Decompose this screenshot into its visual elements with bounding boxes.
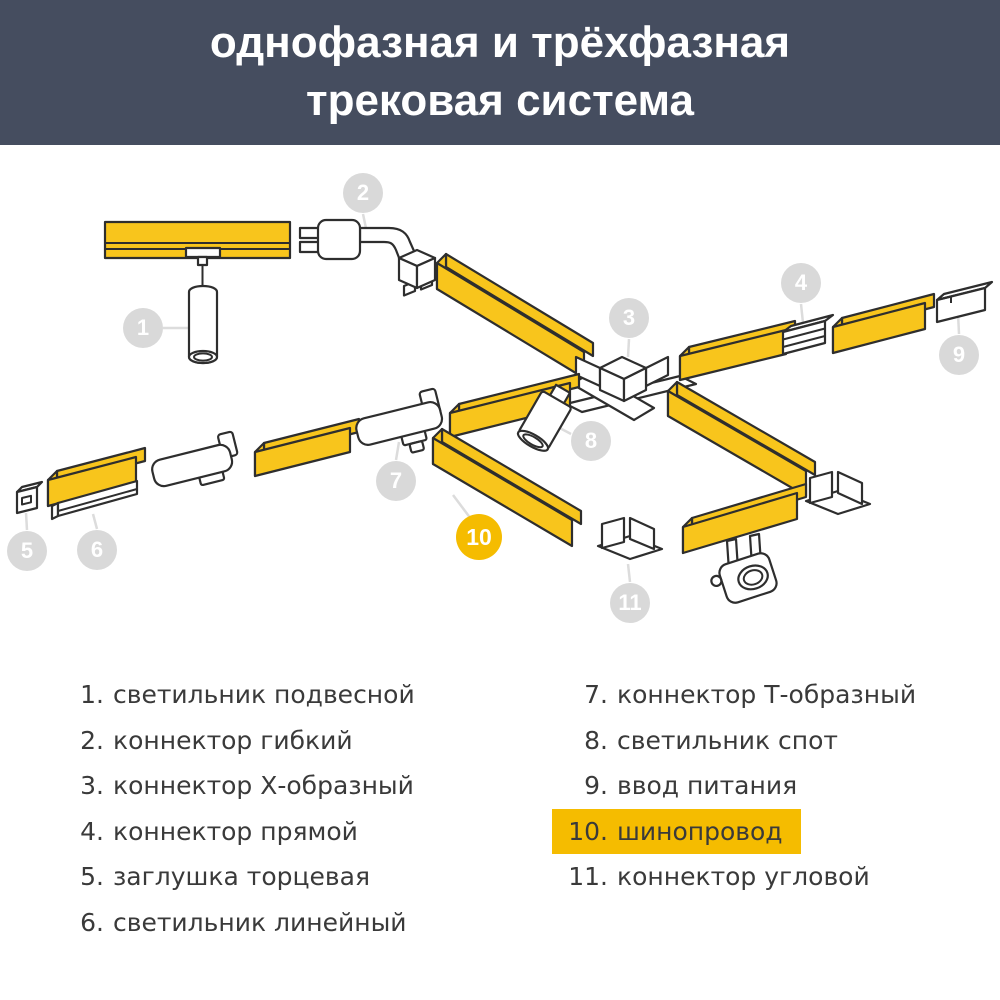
legend-item-4	[64, 809, 376, 855]
legend-item-5	[64, 854, 388, 900]
pendant-light-illustration	[189, 286, 217, 363]
legend-item-label: коннектор угловой	[617, 862, 870, 892]
part-badge-3: 3	[609, 298, 649, 338]
legend-item-label: коннектор гибкий	[113, 725, 353, 755]
legend-item-label: коннектор прямой	[113, 816, 358, 846]
legend-item-label: коннектор Х-образный	[113, 771, 414, 801]
diagram-canvas	[0, 145, 1000, 650]
part-badge-11: 11	[610, 583, 650, 623]
header-banner	[0, 0, 1000, 145]
legend-item-label: заглушка торцевая	[113, 862, 370, 892]
legend-column-left	[64, 672, 433, 945]
legend-item-label: светильник линейный	[113, 907, 407, 937]
title-line-2: трековая система	[306, 76, 694, 125]
track-segment-ne-2	[833, 294, 934, 353]
legend-item-number: 11.	[568, 862, 608, 892]
pendant-track-illustration	[105, 222, 290, 288]
spot-fixture-illustration	[708, 534, 779, 608]
legend-column-right	[552, 672, 934, 900]
legend-item-label: шинопровод	[617, 816, 783, 846]
legend-item-number: 4.	[80, 816, 104, 846]
track-segment-bottom	[683, 484, 806, 553]
legend-item-10-highlighted	[552, 809, 801, 855]
track-segment-left	[255, 419, 359, 476]
legend-item-8	[552, 718, 856, 764]
end-cap-illustration	[17, 482, 42, 513]
legend-item-number: 3.	[80, 771, 104, 801]
track-segment-ne-1	[680, 321, 795, 380]
legend-item-2	[64, 718, 371, 764]
part-badge-9: 9	[939, 335, 979, 375]
legend-item-3	[64, 763, 432, 809]
track-segment-nw	[437, 254, 593, 378]
straight-connector-illustration	[783, 315, 833, 354]
legend-item-number: 2.	[80, 725, 104, 755]
legend-item-number: 6.	[80, 907, 104, 937]
power-input-illustration	[937, 282, 992, 322]
track-segment-se	[668, 382, 815, 496]
busbar-track-illustration	[433, 429, 581, 546]
legend-item-7	[552, 672, 934, 718]
linear-light-illustration	[48, 448, 145, 519]
legend-item-number: 10.	[568, 816, 608, 846]
flexible-connector-illustration	[300, 220, 435, 296]
part-badge-1: 1	[123, 308, 163, 348]
part-badge-4: 4	[781, 263, 821, 303]
part-badge-6: 6	[77, 530, 117, 570]
legend-item-label: светильник подвесной	[113, 680, 415, 710]
legend-item-label: ввод питания	[617, 771, 798, 801]
part-badge-2: 2	[343, 173, 383, 213]
legend-item-6	[64, 900, 425, 946]
inline-connector-illustration	[148, 431, 243, 496]
corner-connector-illustration	[598, 518, 662, 559]
title-line-1: однофазная и трёхфазная	[209, 18, 791, 67]
legend-item-number: 5.	[80, 862, 104, 892]
part-badge-8: 8	[571, 421, 611, 461]
part-badge-7: 7	[376, 461, 416, 501]
legend-item-number: 1.	[80, 680, 104, 710]
legend-item-label: коннектор Т-образный	[617, 680, 917, 710]
legend-item-11	[552, 854, 888, 900]
part-badge-5: 5	[7, 531, 47, 571]
legend-item-9	[552, 763, 815, 809]
track-system-diagram	[0, 145, 1000, 650]
corner-connector-2-illustration	[806, 472, 870, 514]
legend-item-number: 9.	[584, 771, 608, 801]
legend-item-number: 7.	[584, 680, 608, 710]
legend-item-1	[64, 672, 433, 718]
part-badge-10: 10	[456, 514, 502, 560]
legend-item-label: светильник спот	[617, 725, 838, 755]
legend-item-number: 8.	[584, 725, 608, 755]
